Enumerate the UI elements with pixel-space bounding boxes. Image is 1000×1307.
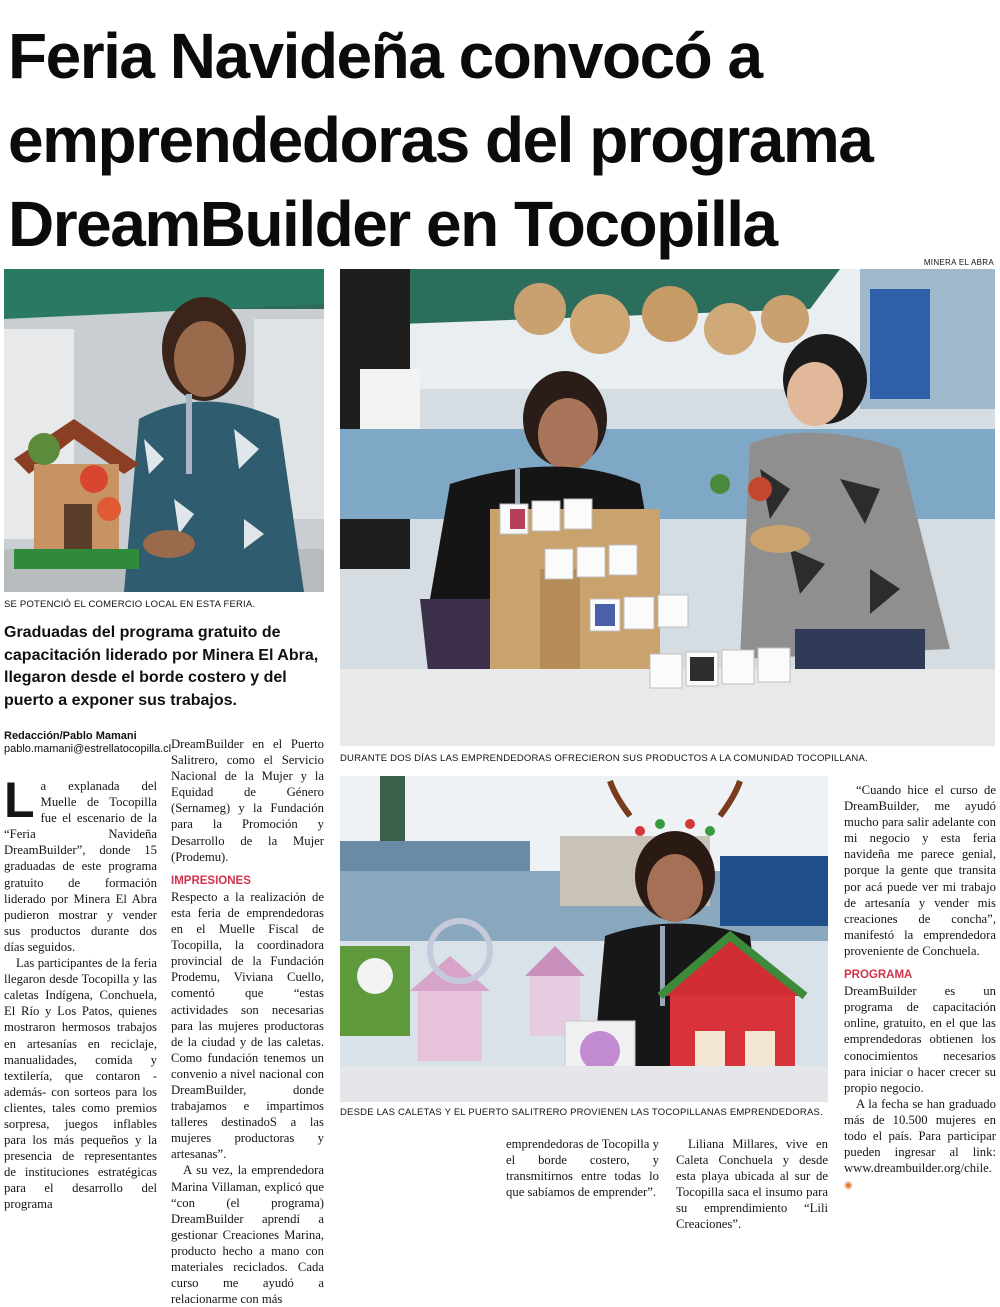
photo-credit: MINERA EL ABRA xyxy=(923,258,994,267)
article-column-1 xyxy=(4,772,157,1213)
article-column-5 xyxy=(844,782,996,1194)
article-column-2 xyxy=(171,736,324,1307)
section-heading-impresiones: IMPRESIONES xyxy=(171,874,251,887)
article-paragraph: DreamBuilder es un programa de capacitación online, gratuito, en el que las emprendedoras obtienen los conocimientos necesarios para iniciar o hacer crecer su propio negocio. xyxy=(844,984,996,1095)
end-mark-icon: ◉ xyxy=(844,1180,853,1192)
article-headline: Feria Navideña convocó a emprendedoras del programa DreamBuilder en Tocopilla xyxy=(8,20,873,260)
article-paragraph: “Cuando hice el curso de DreamBuilder, me ayudó mucho para salir adelante con mi negocio y esta feria navideña me parece genial, porque la gente que transita por acá puede ver mi trabajo de artesanía y vender mis creaciones de concha”, manifestó la emprendedora proveniente de Conchuela. xyxy=(844,783,996,958)
caption-main-photo: DURANTE DOS DÍAS LAS EMPRENDEDORAS OFRECIERON SUS PRODUCTOS A LA COMUNIDAD TOCOPILLANA. xyxy=(340,753,868,764)
caption-bottom-photo: DESDE LAS CALETAS Y EL PUERTO SALITRERO PROVIENEN LAS TOCOPILLANAS EMPRENDEDORAS. xyxy=(340,1107,823,1118)
photo-mug-stand xyxy=(340,269,995,746)
byline-email[interactable]: pablo.mamani@estrellatocopilla.cl xyxy=(4,743,172,755)
byline-author: Redacción/Pablo Mamani xyxy=(4,730,137,742)
article-lead: Graduadas del programa gratuito de capacitación liderado por Minera El Abra, llegaron desde el borde costero y del puerto a exponer sus trabajos. xyxy=(4,624,319,709)
article-paragraph: Las participantes de la feria llegaron desde Tocopilla y las caletas Indígena, Conchuela, El Río y Los Patos, quienes mostraron hermosos trabajos en artesanías en reciclaje, manualidades, comida y textilería, que contaron -además- con sorteos para los clientes, tales como premios sorpresa, juegos inflables para los más pequeños y la presencia de representantes de instituciones estratégicas para el desarrollo del programa xyxy=(4,956,157,1212)
article-column-4 xyxy=(676,1136,828,1233)
byline xyxy=(4,730,172,756)
article-paragraph: emprendedoras de Tocopilla y el borde costero, y transmitirnos entre todas lo que sabíamos de emprender”. xyxy=(506,1137,659,1200)
photo-woman-reindeer xyxy=(340,776,828,1102)
article-paragraph: A la fecha se han graduado más de 10.500 mujeres en todo el país. Para participar pueden ingresar al link: www.dreambuilder.org/chile. ◉ xyxy=(844,1096,996,1192)
caption-left-photo: SE POTENCIÓ EL COMERCIO LOCAL EN ESTA FERIA. xyxy=(4,599,256,610)
section-heading-programa: PROGRAMA xyxy=(844,969,913,982)
article-paragraph: A su vez, la emprendedora Marina Villaman, explicó que “con (el programa) DreamBuilder aprendí a gestionar Creaciones Marina, producto hecho a mano con materiales reciclados. Cada curso me ayudó a relacionarme con más xyxy=(171,1163,324,1307)
article-paragraph: Respecto a la realización de esta feria de emprendedoras en el Muelle Fiscal de Tocopilla, la coordinadora provincial de la Fundación Prodemu, Viviana Cuello, comentó que “estas actividades son necesarias para las mujeres productoras de la ciudad y de las caletas. Como fundación tenemos un convenio a nivel nacional con DreamBuilder, donde trabajamos e impartimos talleres destinadoS a las mujeres productoras y artesanas”. xyxy=(171,889,324,1162)
article-column-3 xyxy=(506,1136,659,1200)
article-paragraph: La explanada del Muelle de Tocopilla fue el escenario de la “Feria Navideña DreamBuilder”, donde 15 graduadas de este programa gratuito de formación liderado por Minera El Abra pudieron mostrar y vender sus productos durante dos días seguidos. xyxy=(4,772,157,954)
article-paragraph: Liliana Millares, vive en Caleta Conchuela y desde esta playa ubicada al sur de Tocopilla saca el insumo para su emprendimiento “Lili Creaciones”. xyxy=(676,1137,828,1232)
article-paragraph: DreamBuilder en el Puerto Salitrero, como el Servicio Nacional de la Mujer y la Equidad de Género (Sernameg) y la Fundación para la Promoción y Desarrollo de la Mujer (Prodemu). xyxy=(171,737,324,864)
drop-cap: L xyxy=(4,772,35,828)
photo-woman-birdhouse xyxy=(4,269,324,592)
